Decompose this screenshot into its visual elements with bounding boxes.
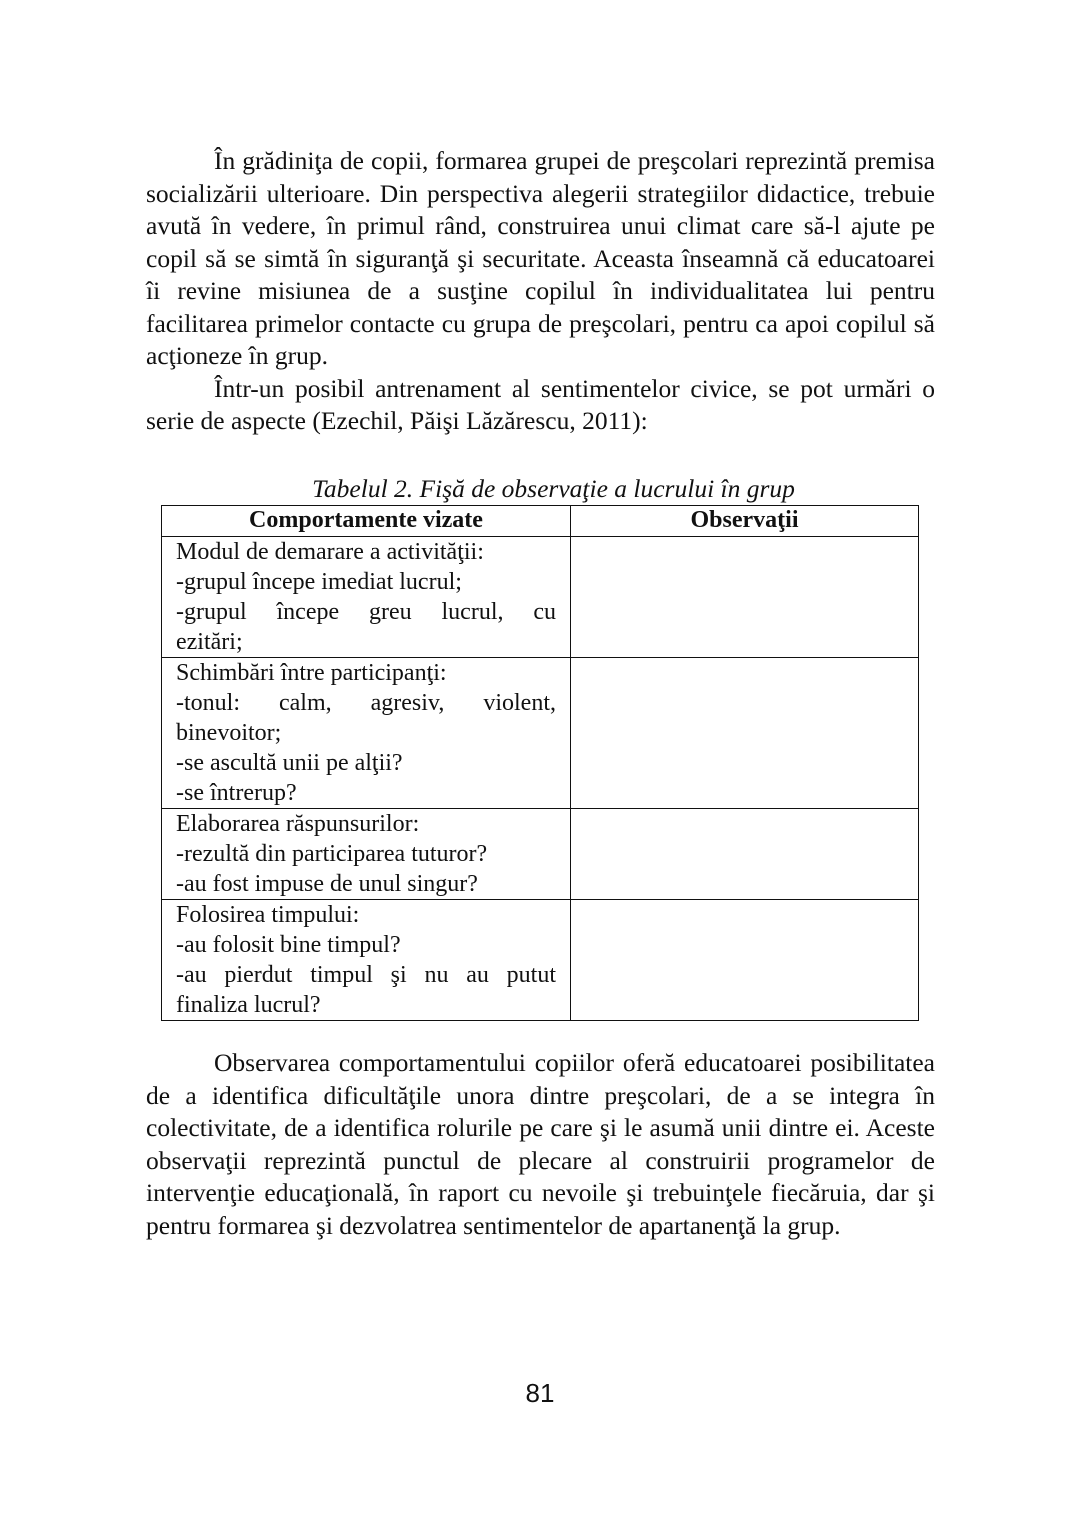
- cell-line: -grupul începe imediat lucrul;: [176, 569, 462, 595]
- cell-line: ezitări;: [176, 629, 243, 655]
- behaviour-cell: [162, 537, 571, 658]
- paragraph-2: Într-un posibil antrenament al sentimentelor civice, se pot urmări o serie de aspecte (Ezechil, Păişi Lăzărescu, 2011):: [146, 373, 935, 435]
- behaviour-cell: [162, 809, 571, 900]
- top-text: [146, 145, 935, 438]
- table-row: [162, 809, 919, 900]
- cell-line: -se ascultă unii pe alţii?: [176, 750, 403, 776]
- cell-line: -grupul începe greu lucrul, cu: [176, 599, 556, 625]
- bottom-text: [146, 1047, 935, 1242]
- cell-line: -se întrerup?: [176, 780, 297, 806]
- header-observations: Observaţii: [571, 506, 919, 537]
- table-row: [162, 537, 919, 658]
- observation-cell: [571, 900, 919, 1021]
- observation-cell: [571, 658, 919, 809]
- behaviour-cell: [162, 900, 571, 1021]
- cell-line: Elaborarea răspunsurilor:: [176, 811, 420, 837]
- cell-line: -au pierdut timpul şi nu au putut: [176, 962, 556, 988]
- cell-line: finaliza lucrul?: [176, 992, 321, 1018]
- cell-line: Folosirea timpului:: [176, 902, 360, 928]
- cell-line: -tonul: calm, agresiv, violent,: [176, 690, 556, 716]
- page-number: 81: [525, 1378, 555, 1408]
- table-row: [162, 658, 919, 809]
- header-behaviours: Comportamente vizate: [162, 506, 571, 537]
- observation-table: [161, 505, 919, 1021]
- paragraph-1: În grădiniţa de copii, formarea grupei de preşcolari reprezintă premisa socializării ulterioare. Din perspectiva alegerii strategiilor didactice, trebuie avută în vedere, în primul rând, construirea unui climat care să-l ajute pe copil să se simtă în siguranţă şi securitate. Aceasta înseamnă că educatoarei îi revine misiunea de a susţine copilul în individualitatea lui pentru facilitarea primelor contacte cu grupa de preşcolari, pentru ca apoi copilul să acţioneze în grup.: [146, 146, 935, 370]
- table-caption: Tabelul 2. Fişă de observaţie a lucrului în grup: [312, 474, 795, 503]
- cell-line: -au folosit bine timpul?: [176, 932, 401, 958]
- cell-line: Modul de demarare a activităţii:: [176, 539, 484, 565]
- behaviour-cell: [162, 658, 571, 809]
- table-row: [162, 900, 919, 1021]
- observation-cell: [571, 809, 919, 900]
- cell-line: binevoitor;: [176, 720, 282, 746]
- cell-line: -rezultă din participarea tuturor?: [176, 841, 488, 867]
- cell-line: Schimbări între participanţi:: [176, 660, 447, 686]
- paragraph-3: Observarea comportamentului copiilor oferă educatoarei posibilitatea de a identifica dificultăţile unora dintre preşcolari, de a se integra în colectivitate, de a identifica rolurile pe care şi le asumă unii dintre ei. Aceste observaţii reprezintă punctul de plecare al construirii programelor de intervenţie educaţională, în raport cu nevoile şi trebuinţele fiecăruia, dar şi pentru formarea şi dezvolatrea sentimentelor de apartanenţă la grup.: [146, 1048, 935, 1240]
- observation-cell: [571, 537, 919, 658]
- cell-line: -au fost impuse de unul singur?: [176, 871, 478, 897]
- table-header-row: [162, 506, 919, 537]
